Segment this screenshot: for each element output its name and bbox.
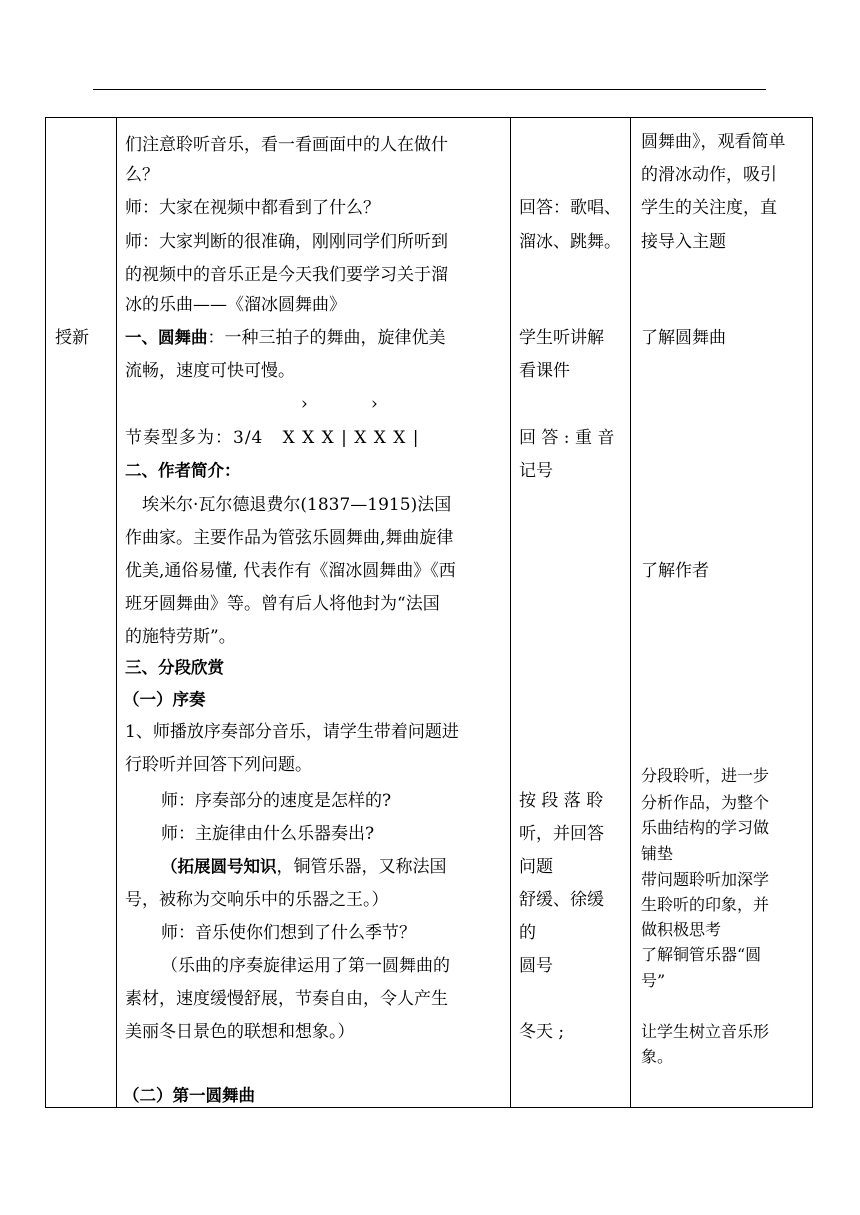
- student-line: 问题: [519, 857, 553, 877]
- purpose-line: 分析作品，为整个: [641, 793, 770, 812]
- student-line: 看课件: [519, 361, 570, 381]
- student-line: 记号: [519, 461, 553, 481]
- teacher-line: （乐曲的序奏旋律运用了第一圆舞曲的: [161, 956, 450, 976]
- student-activity-column: [511, 118, 631, 1107]
- question: 师：音乐使你们想到了什么季节？: [161, 923, 416, 943]
- purpose-line: 让学生树立音乐形: [641, 1022, 770, 1041]
- student-line: 按 段 落 聆: [519, 791, 604, 811]
- composer-line: 的施特劳斯”。: [125, 627, 236, 647]
- accent-mark: ›: [301, 394, 308, 414]
- purpose-line: 圆舞曲》，观看简单: [641, 132, 786, 152]
- stage-label: 授新: [55, 328, 89, 348]
- purpose-line: 铺垫: [641, 844, 674, 863]
- teacher-line: 素材，速度缓慢舒展，节奏自由，令人产生: [125, 989, 448, 1009]
- student-line: 舒缓、徐缓: [519, 890, 604, 910]
- design-purpose-column: [631, 118, 813, 1107]
- accent-mark: ›: [371, 394, 378, 414]
- appreciation-heading: 三、分段欣赏: [125, 658, 224, 677]
- student-line: 的: [519, 923, 536, 943]
- composer-line: 作曲家。主要作品为管弦乐圆舞曲,舞曲旋律: [125, 528, 454, 548]
- question: 师：主旋律由什么乐器奏出?: [161, 824, 375, 844]
- waltz-definition-line: [125, 328, 446, 348]
- stage-column: [46, 118, 117, 1107]
- teacher-line: 1、师播放序奏部分音乐，请学生带着问题进: [125, 722, 459, 742]
- teacher-activity-column: [117, 118, 511, 1107]
- teacher-line: 的视频中的音乐正是今天我们要学习关于溜: [125, 265, 448, 285]
- teacher-line: 么？: [125, 165, 159, 185]
- lesson-plan-table: [45, 117, 813, 1108]
- rhythm-pattern: 节奏型多为：3/4 X X X | X X X |: [125, 428, 420, 448]
- teacher-line: 师：大家在视频中都看到了什么？: [125, 198, 380, 218]
- composer-heading: 二、作者简介：: [125, 461, 241, 480]
- purpose-line: 号”: [641, 971, 666, 990]
- teacher-line: 美丽冬日景色的联想和想象。）: [125, 1022, 355, 1042]
- purpose-line: 接导入主题: [641, 232, 726, 252]
- teacher-line: 冰的乐曲——《溜冰圆舞曲》: [125, 295, 346, 315]
- teacher-line: 号，被称为交响乐中的乐器之王。）: [125, 890, 389, 910]
- purpose-line: 了解圆舞曲: [641, 328, 726, 348]
- student-line: 溜冰、跳舞。: [519, 232, 621, 252]
- purpose-line: 了解作者: [641, 561, 709, 581]
- purpose-line: 分段聆听，进一步: [641, 766, 770, 785]
- header-rule: [93, 89, 766, 90]
- student-line: 回答：歌唱、: [519, 198, 621, 218]
- purpose-line: 的滑冰动作，吸引: [641, 165, 777, 185]
- student-line: 学生听讲解: [519, 328, 604, 348]
- intro-heading: （一）序奏: [123, 690, 206, 709]
- extension-note: [161, 857, 447, 877]
- purpose-line: 象。: [641, 1047, 674, 1066]
- composer-line: 优美,通俗易懂, 代表作有《溜冰圆舞曲》《西: [125, 561, 456, 581]
- student-line: 圆号: [519, 956, 553, 976]
- student-line: 冬天 ;: [519, 1022, 565, 1042]
- purpose-line: 做积极思考: [641, 920, 722, 939]
- extension-rest: ，铜管乐器，又称法国: [276, 857, 447, 877]
- purpose-line: 生聆听的印象，并: [641, 895, 770, 914]
- teacher-line: 行聆听并回答下列问题。: [125, 755, 312, 775]
- first-waltz-heading: （二）第一圆舞曲: [123, 1086, 255, 1105]
- question: 师：序奏部分的速度是怎样的?: [161, 791, 392, 811]
- extension-bold: （拓展圆号知识: [161, 857, 277, 876]
- teacher-line: 们注意聆听音乐，看一看画面中的人在做什: [125, 135, 448, 155]
- purpose-line: 了解铜管乐器“圆: [641, 945, 762, 964]
- teacher-line: 师：大家判断的很准确，刚刚同学们所听到: [125, 232, 448, 252]
- student-line: 听，并回答: [519, 824, 604, 844]
- waltz-heading: 一、圆舞曲: [125, 328, 208, 347]
- composer-line: 埃米尔·瓦尔德退费尔(1837—1915)法国: [142, 495, 452, 515]
- waltz-definition: ：一种三拍子的舞曲，旋律优美: [207, 328, 446, 348]
- purpose-line: 学生的关注度，直: [641, 198, 777, 218]
- purpose-line: 乐曲结构的学习做: [641, 818, 770, 837]
- student-line: 回 答 : 重 音: [519, 428, 615, 448]
- purpose-line: 带问题聆听加深学: [641, 870, 770, 889]
- teacher-line: 流畅，速度可快可慢。: [125, 361, 295, 381]
- composer-line: 班牙圆舞曲》等。曾有后人将他封为“法国: [125, 594, 440, 614]
